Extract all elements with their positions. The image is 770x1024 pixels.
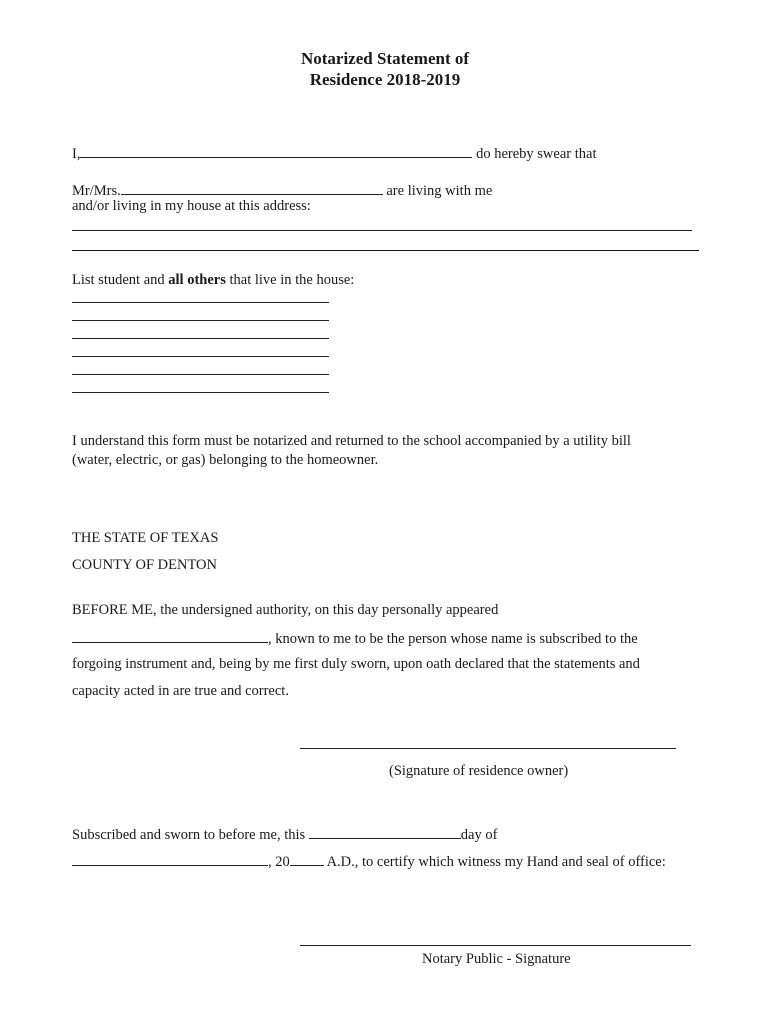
household-member-line[interactable] — [72, 374, 329, 375]
address-intro: and/or living in my house at this address: — [72, 198, 311, 214]
subscribed-line-1 — [72, 824, 497, 844]
household-list-label — [72, 271, 354, 289]
county-heading: COUNTY OF DENTON — [72, 557, 217, 573]
affidavit-line-1: BEFORE ME, the undersigned authority, on this day personally appeared — [72, 602, 499, 618]
subscribed-line-2 — [72, 851, 666, 871]
affidavit-line-4: capacity acted in are true and correct. — [72, 683, 289, 699]
day-of-label: day of — [460, 827, 498, 843]
owner-signature-line[interactable] — [300, 748, 676, 749]
affidavit-line-3: forgoing instrument and, being by me first duly sworn, upon oath declared that the statements and — [72, 656, 640, 672]
section-divider — [72, 250, 699, 251]
swear-prefix: I, — [72, 146, 81, 162]
household-list-label-bold: all others — [168, 272, 226, 288]
household-list-label-end: that live in the house: — [225, 272, 355, 288]
household-member-line[interactable] — [72, 392, 329, 393]
affidavit-line-2-text: , known to me to be the person whose name is subscribed to the — [268, 631, 638, 647]
affidavit-line-2 — [72, 628, 638, 648]
household-member-line[interactable] — [72, 338, 329, 339]
household-list-label-start: List student and — [72, 272, 169, 288]
owner-signature-label: (Signature of residence owner) — [389, 763, 569, 779]
year-prefix: , 20 — [268, 854, 290, 870]
document-title-line-2: Residence 2018-2019 — [309, 70, 461, 89]
resident-prefix: Mr/Mrs. — [72, 183, 121, 199]
document-title-line-1: Notarized Statement of — [300, 49, 470, 68]
resident-name-field[interactable] — [121, 180, 383, 195]
appearing-person-name-field[interactable] — [72, 628, 268, 643]
subscribed-prefix: Subscribed and sworn to before me, this — [72, 827, 306, 843]
household-member-line[interactable] — [72, 320, 329, 321]
day-field[interactable] — [309, 824, 461, 839]
resident-suffix: are living with me — [386, 183, 493, 199]
declarant-name-field[interactable] — [80, 143, 472, 158]
notarization-instructions-line-1: I understand this form must be notarized and returned to the school accompanied by a utility bill — [72, 433, 631, 449]
swear-suffix: do hereby swear that — [476, 146, 597, 162]
notary-signature-line[interactable] — [300, 945, 691, 946]
swear-statement — [72, 143, 596, 163]
witness-clause: A.D., to certify which witness my Hand and seal of office: — [326, 854, 666, 870]
state-heading: THE STATE OF TEXAS — [72, 530, 219, 546]
year-field[interactable] — [290, 851, 324, 866]
notary-signature-label: Notary Public - Signature — [422, 951, 571, 967]
household-member-line[interactable] — [72, 302, 329, 303]
notarization-instructions-line-2: (water, electric, or gas) belonging to the homeowner. — [72, 452, 379, 468]
address-field-line[interactable] — [72, 230, 692, 231]
month-field[interactable] — [72, 851, 268, 866]
household-member-line[interactable] — [72, 356, 329, 357]
